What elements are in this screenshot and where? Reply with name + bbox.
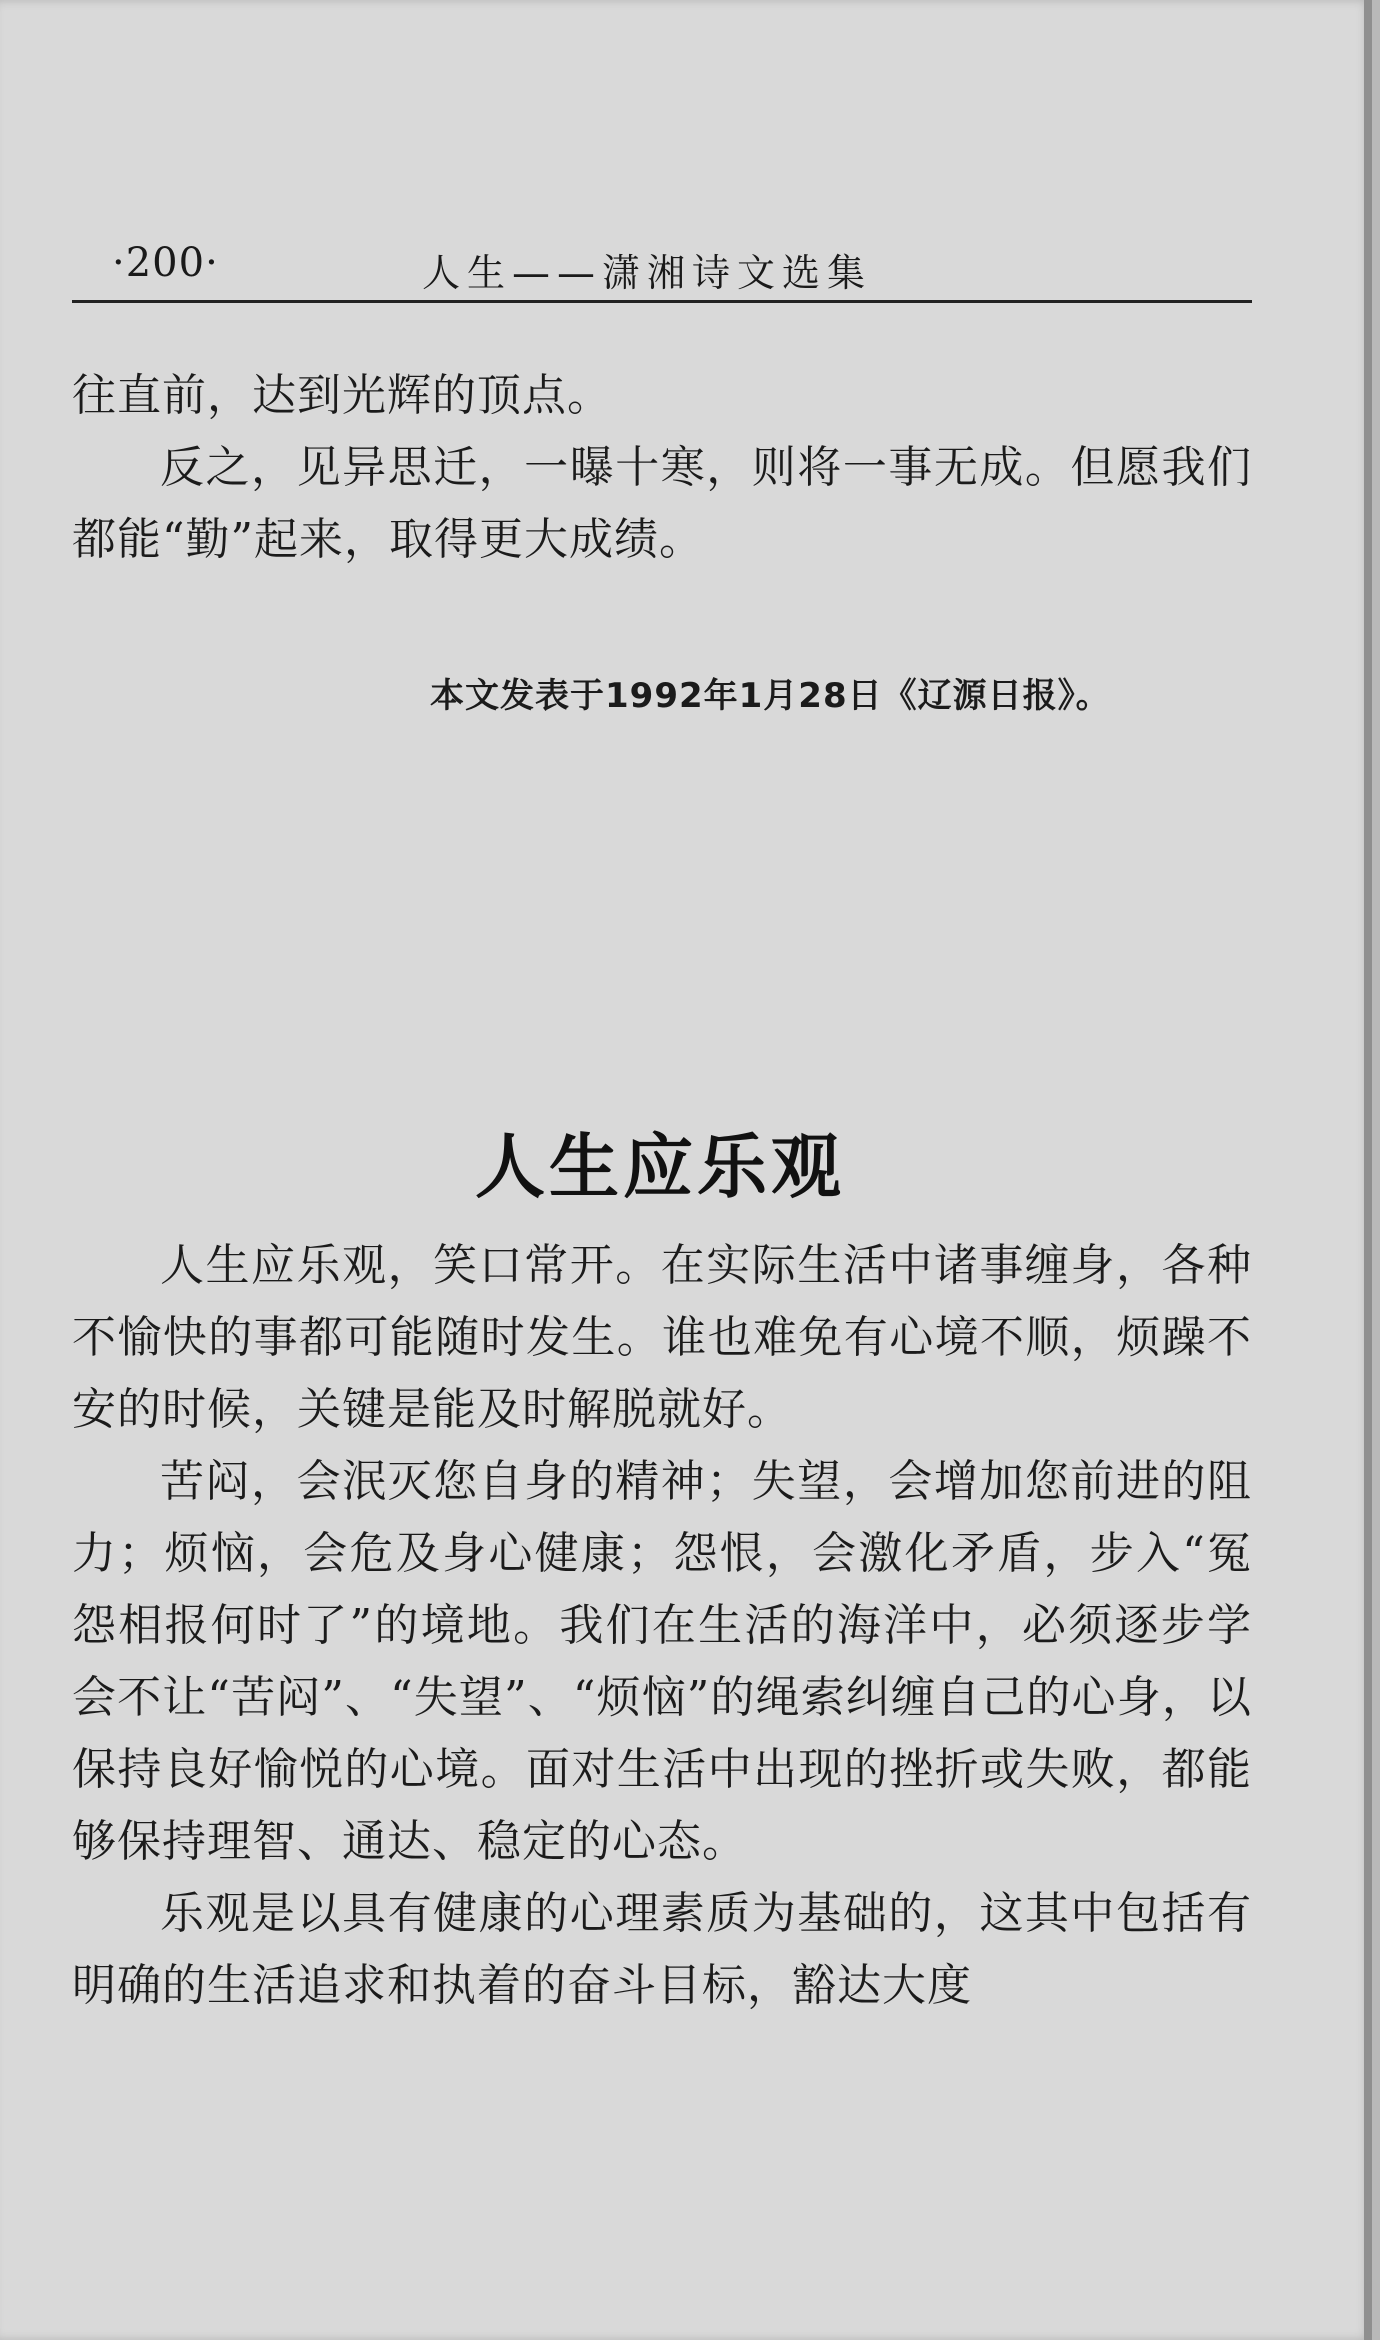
header-rule [72,300,1252,303]
previous-article-ending [72,360,1252,576]
paragraph: 人生应乐观，笑口常开。在实际生活中诸事缠身，各种不愉快的事都可能随时发生。谁也难免有心境不顺，烦躁不安的时候，关键是能及时解脱就好。 [72,1240,1252,1435]
page-edge-shadow [1364,0,1372,2340]
page-number: ·200· [112,240,219,286]
publication-note: 本文发表于1992年1月28日《辽源日报》。 [430,676,1111,716]
article-title: 人生应乐观 [475,1124,845,1208]
paragraph: 苦闷，会泯灭您自身的精神；失望，会增加您前进的阻力；烦恼，会危及身心健康；怨恨，会激化矛盾，步入“冤怨相报何时了”的境地。我们在生活的海洋中，必须逐步学会不让“苦闷”、“失望”、“烦恼”的绳索纠缠自己的心身，以保持良好愉悦的心境。面对生活中出现的挫折或失败，都能够保持理智、通达、稳定的心态。 [72,1456,1252,1867]
paragraph: 反之，见异思迁，一曝十寒，则将一事无成。但愿我们都能“勤”起来，取得更大成绩。 [72,442,1252,565]
article-body [72,1230,1252,2022]
paragraph-continuation: 往直前，达到光辉的顶点。 [72,370,612,421]
running-title: 人生——潇湘诗文选集 [422,251,873,295]
paragraph: 乐观是以具有健康的心理素质为基础的，这其中包括有明确的生活追求和执着的奋斗目标，豁达大度 [72,1888,1252,2011]
page-header [72,240,1252,300]
